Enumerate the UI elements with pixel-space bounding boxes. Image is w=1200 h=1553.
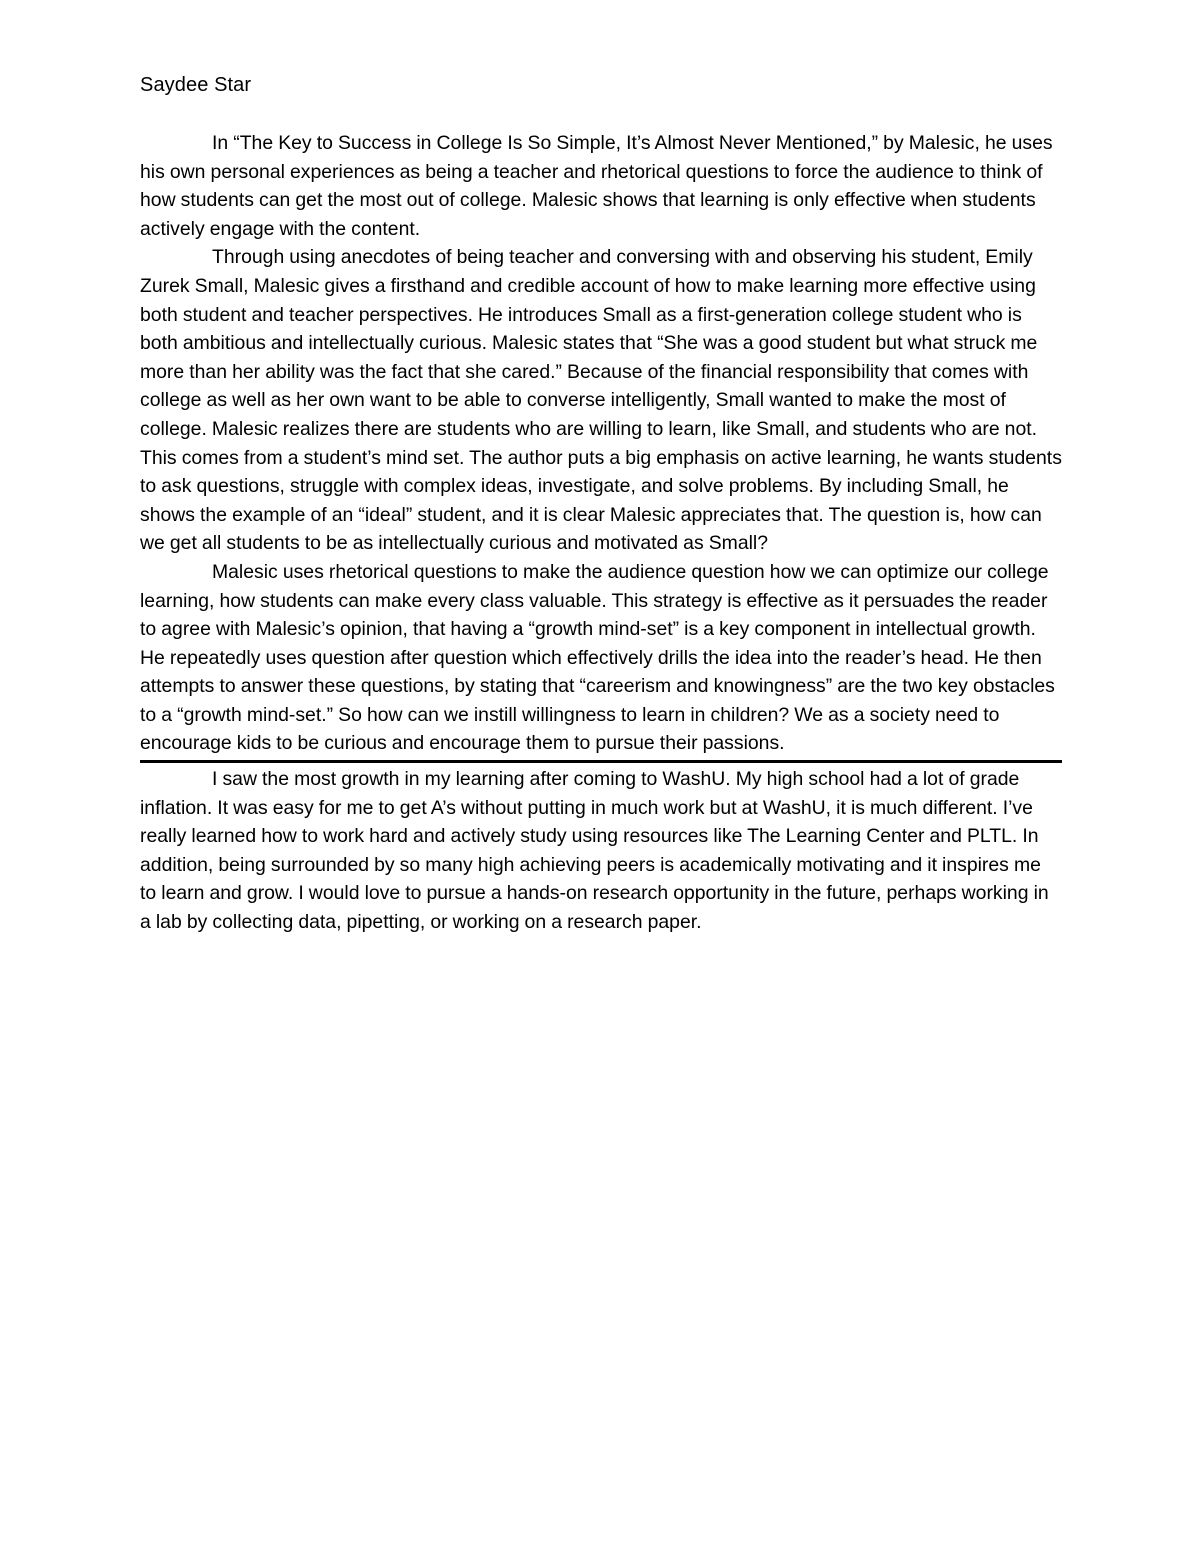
document-body <box>140 71 1062 937</box>
blank-line <box>140 100 1062 129</box>
paragraph-intro: In “The Key to Success in College Is So Simple, It’s Almost Never Mentioned,” by Malesic, he uses his own personal experiences as being a teacher and rhetorical questions to force the audience to think of how students can get the most out of college. Malesic shows that learning is only effective when students actively engage with the content. <box>140 132 1053 240</box>
paragraph-reflection: I saw the most growth in my learning after coming to WashU. My high school had a lot of grade inflation. It was easy for me to get A’s without putting in much work but at WashU, it is much different. I’ve really learned how to work hard and actively study using resources like The Learning Center and PLTL. In addition, being surrounded by so many high achieving peers is academically motivating and it inspires me to learn and grow. I would love to pursue a hands-on research opportunity in the future, perhaps working in a lab by collecting data, pipetting, or working on a research paper. <box>140 768 1049 934</box>
paragraph-rhetorical-questions: Malesic uses rhetorical questions to make the audience question how we can optimize our college learning, how students can make every class valuable. This strategy is effective as it persuades the reader to agree with Malesic’s opinion, that having a “growth mind-set” is a key component in intellectual growth. He repeatedly uses question after question which effectively drills the idea into the reader’s head. He then attempts to answer these questions, by stating that “careerism and knowingness” are the two key obstacles to a “growth mind-set.” So how can we instill willingness to learn in children? We as a society need to encourage kids to be curious and encourage them to pursue their passions. <box>140 560 1055 755</box>
paragraph-anecdotes: Through using anecdotes of being teacher and conversing with and observing his student, Emily Zurek Small, Malesic gives a firsthand and credible account of how to make learning more effective using both student and teacher perspectives. He introduces Small as a first-generation college student who is both ambitious and intellectually curious. Malesic states that “She was a good student but what struck me more than her ability was the fact that she cared.” Because of the financial responsibility that comes with college as well as her own want to be able to converse intelligently, Small wanted to make the most of college. Malesic realizes there are students who are willing to learn, like Small, and students who are not. This comes from a student’s mind set. The author puts a big emphasis on active learning, he wants students to ask questions, struggle with complex ideas, investigate, and solve problems. By including Small, he shows the example of an “ideal” student, and it is clear Malesic appreciates that. The question is, how can we get all students to be as intellectually curious and motivated as Small? <box>140 246 1062 555</box>
horizontal-rule <box>140 760 1062 763</box>
author-name: Saydee Star <box>140 74 252 96</box>
